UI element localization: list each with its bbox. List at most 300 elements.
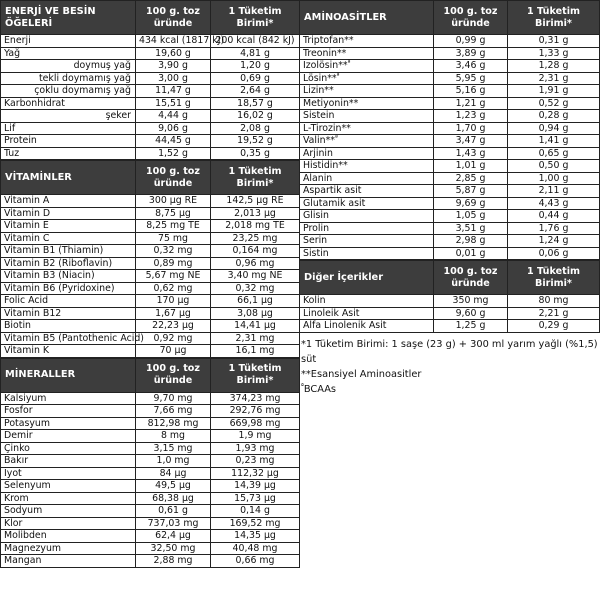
value-per100: 1,21 g xyxy=(434,97,508,110)
value-per100: 8 mg xyxy=(136,430,211,443)
value-serving: 374,23 mg xyxy=(211,392,300,405)
table-row xyxy=(1,467,300,480)
table-row xyxy=(300,235,600,248)
nutrient-name-text: Biotin xyxy=(4,320,31,332)
nutrient-name xyxy=(1,320,136,333)
value-serving: 0,14 g xyxy=(211,505,300,518)
table-row xyxy=(1,135,300,148)
table-row xyxy=(300,320,600,333)
value-per100: 1,23 g xyxy=(434,110,508,123)
value-serving: 1,24 g xyxy=(508,235,600,248)
value-serving: 14,35 µg xyxy=(211,530,300,543)
nutrient-name xyxy=(1,505,136,518)
nutrient-name-text: Lif xyxy=(4,122,16,134)
nutrient-name xyxy=(1,35,136,48)
vitamins-table xyxy=(0,160,300,358)
nutrient-name-text: Glutamik asit xyxy=(303,197,366,209)
nutrient-name-text: çoklu doymamış yağ xyxy=(34,85,131,97)
value-serving: 2,013 µg xyxy=(211,207,300,220)
nutrient-name xyxy=(1,147,136,160)
value-per100: 1,01 g xyxy=(434,160,508,173)
footnote-serving: *1 Tüketim Birimi: 1 saşe (23 g) + 300 ml yarım yağlı (%1,5) süt xyxy=(301,338,598,365)
value-per100: 434 kcal (1817 kJ) xyxy=(136,35,211,48)
table-row xyxy=(1,455,300,468)
nutrient-name xyxy=(1,282,136,295)
table-row xyxy=(300,122,600,135)
nutrient-name xyxy=(1,135,136,148)
table-row xyxy=(300,85,600,98)
value-serving: 66,1 µg xyxy=(211,295,300,308)
table-row xyxy=(1,47,300,60)
nutrient-name xyxy=(1,405,136,418)
nutrient-name xyxy=(1,417,136,430)
value-serving: 2,64 g xyxy=(211,85,300,98)
minerals-header-per100: 100 g. toz üründe xyxy=(136,358,211,392)
minerals-header-row xyxy=(1,358,300,392)
table-row xyxy=(1,405,300,418)
value-per100: 84 µg xyxy=(136,467,211,480)
table-row xyxy=(1,417,300,430)
value-per100: 3,46 g xyxy=(434,60,508,73)
nutrient-name xyxy=(1,245,136,258)
nutrient-name xyxy=(300,295,434,308)
nutrient-name xyxy=(1,517,136,530)
value-serving: 1,41 g xyxy=(508,135,600,148)
value-per100: 9,69 g xyxy=(434,197,508,210)
value-per100: 1,67 µg xyxy=(136,307,211,320)
minerals-header-title: MİNERALLER xyxy=(1,358,136,392)
table-row xyxy=(1,517,300,530)
nutrient-name xyxy=(1,85,136,98)
value-serving: 14,39 µg xyxy=(211,480,300,493)
value-per100: 7,66 mg xyxy=(136,405,211,418)
energy-table xyxy=(0,0,300,160)
table-row xyxy=(300,210,600,223)
value-serving: 0,164 mg xyxy=(211,245,300,258)
table-row xyxy=(1,72,300,85)
other-header-row xyxy=(300,261,600,295)
nutrient-name-text: Enerji xyxy=(4,35,31,47)
nutrient-name xyxy=(1,47,136,60)
nutrient-name-text: Fosfor xyxy=(4,405,33,417)
nutrient-name xyxy=(1,220,136,233)
nutrient-name xyxy=(1,332,144,345)
value-per100: 3,89 g xyxy=(434,47,508,60)
nutrient-name-text: Çinko xyxy=(4,442,30,454)
nutrient-name xyxy=(300,307,434,320)
value-per100: 75 mg xyxy=(136,232,211,245)
value-serving: 292,76 mg xyxy=(211,405,300,418)
nutrient-name xyxy=(1,270,136,283)
nutrient-name xyxy=(300,85,434,98)
value-serving: 2,21 g xyxy=(508,307,600,320)
value-serving: 15,73 µg xyxy=(211,492,300,505)
nutrient-name xyxy=(1,442,136,455)
other-header-serving: 1 Tüketim Birimi* xyxy=(508,261,600,295)
table-row xyxy=(1,430,300,443)
nutrient-name-text: Protein xyxy=(4,135,37,147)
value-serving: 80 mg xyxy=(508,295,600,308)
value-per100: 3,15 mg xyxy=(136,442,211,455)
nutrient-name-text: Vitamin B6 (Pyridoxine) xyxy=(4,282,115,294)
table-row xyxy=(300,35,600,48)
minerals-table xyxy=(0,358,300,568)
value-per100: 0,61 g xyxy=(136,505,211,518)
value-serving: 4,43 g xyxy=(508,197,600,210)
energy-header-per100: 100 g. toz üründe xyxy=(136,1,211,35)
nutrient-name-text: Vitamin B12 xyxy=(4,307,62,319)
table-row xyxy=(1,492,300,505)
nutrient-name xyxy=(300,72,434,85)
value-serving: 1,76 g xyxy=(508,222,600,235)
value-serving: 2,018 mg TE xyxy=(211,220,300,233)
nutrient-name-text: Vitamin D xyxy=(4,207,51,219)
table-row xyxy=(1,220,300,233)
energy-header-serving: 1 Tüketim Birimi* xyxy=(211,1,300,35)
nutrient-name-text: Demir xyxy=(4,430,33,442)
nutrient-name xyxy=(1,430,136,443)
value-per100: 1,25 g xyxy=(434,320,508,333)
table-row xyxy=(300,307,600,320)
table-row xyxy=(1,345,300,358)
nutrient-name-text: L-Tirozin** xyxy=(303,122,351,134)
table-row xyxy=(1,85,300,98)
nutrient-name-text: Prolin xyxy=(303,222,330,234)
vitamins-header-title: VİTAMİNLER xyxy=(1,161,136,195)
table-row xyxy=(1,122,300,135)
value-per100: 8,25 mg TE xyxy=(136,220,211,233)
value-serving: 0,06 g xyxy=(508,247,600,260)
footnote-bcaa xyxy=(301,382,599,397)
energy-header-row xyxy=(1,1,300,35)
vitamins-header-serving: 1 Tüketim Birimi* xyxy=(211,161,300,195)
nutrient-name-text: Vitamin B1 (Thiamin) xyxy=(4,245,104,257)
table-row xyxy=(1,530,300,543)
table-row xyxy=(300,197,600,210)
nutrient-name xyxy=(1,480,136,493)
nutrient-name-text: Kolin xyxy=(303,295,326,307)
value-per100: 3,47 g xyxy=(434,135,508,148)
value-serving: 0,32 mg xyxy=(211,282,300,295)
nutrient-name-text: Tuz xyxy=(4,147,20,159)
table-row xyxy=(300,247,600,260)
amino-header-serving: 1 Tüketim Birimi* xyxy=(508,1,600,35)
value-per100: 9,70 mg xyxy=(136,392,211,405)
amino-header-per100: 100 g. toz üründe xyxy=(434,1,508,35)
nutrient-name xyxy=(300,197,434,210)
nutrient-name xyxy=(300,210,434,223)
table-row xyxy=(1,245,300,258)
table-row xyxy=(1,282,300,295)
table-row xyxy=(300,147,600,160)
value-per100: 350 mg xyxy=(434,295,508,308)
value-per100: 9,06 g xyxy=(136,122,211,135)
value-serving: 0,96 mg xyxy=(211,257,300,270)
nutrient-name xyxy=(1,530,136,543)
value-serving: 1,28 g xyxy=(508,60,600,73)
value-serving: 0,66 mg xyxy=(211,555,300,568)
nutrient-name xyxy=(1,97,136,110)
nutrient-name-text: tekli doymamış yağ xyxy=(38,72,131,84)
nutrient-name-text: Vitamin B5 (Pantothenic Acid) xyxy=(4,332,144,344)
table-row xyxy=(300,97,600,110)
value-serving: 4,81 g xyxy=(211,47,300,60)
value-serving: 0,35 g xyxy=(211,147,300,160)
nutrient-name-text: Folic Acid xyxy=(4,295,49,307)
value-per100: 9,60 g xyxy=(434,307,508,320)
nutrient-name-text: Vitamin C xyxy=(4,232,50,244)
nutrient-name xyxy=(1,195,136,208)
nutrient-name xyxy=(1,60,136,73)
nutrient-name xyxy=(300,247,434,260)
nutrient-name-text: Selenyum xyxy=(4,480,51,492)
nutrient-name-text: Linoleik Asit xyxy=(303,307,360,319)
table-row xyxy=(300,72,600,85)
table-row xyxy=(1,542,300,555)
value-per100: 1,43 g xyxy=(434,147,508,160)
nutrient-name xyxy=(1,392,136,405)
value-per100: 737,03 mg xyxy=(136,517,211,530)
nutrient-name xyxy=(1,542,136,555)
table-row xyxy=(1,110,300,123)
table-row xyxy=(1,480,300,493)
table-row xyxy=(1,232,300,245)
value-per100: 5,67 mg NE xyxy=(136,270,211,283)
nutrient-name xyxy=(1,110,136,123)
table-row xyxy=(1,320,300,333)
value-per100: 2,98 g xyxy=(434,235,508,248)
value-per100: 49,5 µg xyxy=(136,480,211,493)
table-row xyxy=(1,97,300,110)
table-row xyxy=(1,270,300,283)
nutrient-name xyxy=(300,320,434,333)
table-row xyxy=(300,110,600,123)
nutrient-name xyxy=(1,492,136,505)
energy-header-title: ENERJİ VE BESİN ÖĞELERİ xyxy=(1,1,136,35)
nutrient-name xyxy=(300,172,434,185)
table-row xyxy=(300,222,600,235)
value-serving: 2,31 g xyxy=(508,72,600,85)
value-per100: 1,70 g xyxy=(434,122,508,135)
nutrient-name-text: Karbonhidrat xyxy=(4,97,65,109)
value-serving: 142,5 µg RE xyxy=(211,195,300,208)
table-row xyxy=(1,35,300,48)
value-serving: 0,44 g xyxy=(508,210,600,223)
table-row xyxy=(300,60,600,73)
nutrient-name-text: Klor xyxy=(4,517,23,529)
nutrient-name-text: Sistein xyxy=(303,110,335,122)
nutrient-name xyxy=(300,147,434,160)
nutrient-name-text: Vitamin K xyxy=(4,345,50,357)
value-per100: 170 µg xyxy=(136,295,211,308)
value-per100: 5,87 g xyxy=(434,185,508,198)
value-per100: 32,50 mg xyxy=(136,542,211,555)
nutrient-name xyxy=(1,207,136,220)
nutrient-name xyxy=(1,122,136,135)
value-serving: 0,50 g xyxy=(508,160,600,173)
value-per100: 2,85 g xyxy=(434,172,508,185)
value-serving: 16,02 g xyxy=(211,110,300,123)
nutrient-name xyxy=(1,257,136,270)
nutrient-name xyxy=(1,345,136,358)
value-serving: 0,29 g xyxy=(508,320,600,333)
value-serving: 2,08 g xyxy=(211,122,300,135)
value-serving: 0,65 g xyxy=(508,147,600,160)
nutrient-name-text: Vitamin A xyxy=(4,195,50,207)
nutrient-name-text: Kalsiyum xyxy=(4,392,47,404)
value-serving: 2,31 mg xyxy=(211,332,300,345)
nutrient-name-text: Aspartik asit xyxy=(303,185,362,197)
value-serving: 23,25 mg xyxy=(211,232,300,245)
other-table xyxy=(299,260,600,333)
nutrient-name xyxy=(1,467,136,480)
bcaa-mark: ª xyxy=(334,134,338,142)
value-serving: 0,31 g xyxy=(508,35,600,48)
value-per100: 0,01 g xyxy=(434,247,508,260)
nutrient-name-text: Mangan xyxy=(4,555,42,567)
value-serving: 3,08 µg xyxy=(211,307,300,320)
nutrient-name xyxy=(300,135,434,148)
nutrient-name xyxy=(300,160,434,173)
value-serving: 1,93 mg xyxy=(211,442,300,455)
nutrient-name-text: Serin xyxy=(303,235,328,247)
table-row xyxy=(1,257,300,270)
value-per100: 2,88 mg xyxy=(136,555,211,568)
nutrient-name-text: şeker xyxy=(105,110,131,122)
nutrient-name xyxy=(300,110,434,123)
nutrient-name-text: Arjinin xyxy=(303,147,333,159)
value-serving: 14,41 µg xyxy=(211,320,300,333)
value-per100: 3,00 g xyxy=(136,72,211,85)
table-row xyxy=(1,195,300,208)
value-serving: 1,00 g xyxy=(508,172,600,185)
nutrient-name-text: Yağ xyxy=(4,47,21,59)
nutrient-name xyxy=(300,35,434,48)
amino-header-row xyxy=(300,1,600,35)
nutrient-name xyxy=(1,555,136,568)
footnote-essential: **Esansiyel Aminoasitler xyxy=(301,368,422,380)
value-per100: 3,90 g xyxy=(136,60,211,73)
nutrient-name xyxy=(1,455,136,468)
nutrient-name xyxy=(300,222,434,235)
nutrient-name xyxy=(1,72,136,85)
value-per100: 0,62 mg xyxy=(136,282,211,295)
nutrient-name-text: Metiyonin** xyxy=(303,97,359,109)
other-header-title: Diğer İçerikler xyxy=(300,261,434,295)
value-per100: 62,4 µg xyxy=(136,530,211,543)
table-row xyxy=(1,147,300,160)
nutrient-name-text: Vitamin B2 (Riboflavin) xyxy=(4,257,113,269)
nutrient-name xyxy=(1,232,136,245)
value-serving: 3,40 mg NE xyxy=(211,270,300,283)
nutrient-name-text: Glisin xyxy=(303,210,329,222)
value-serving: 169,52 mg xyxy=(211,517,300,530)
amino-table xyxy=(299,0,600,260)
value-serving: 19,52 g xyxy=(211,135,300,148)
nutrient-name xyxy=(300,235,434,248)
nutrient-name-text: Triptofan** xyxy=(303,35,354,47)
table-row xyxy=(1,207,300,220)
nutrient-name-text: Treonin** xyxy=(303,47,347,59)
nutrient-name-text: Histidin** xyxy=(303,160,348,172)
value-per100: 68,38 µg xyxy=(136,492,211,505)
value-serving: 18,57 g xyxy=(211,97,300,110)
table-row xyxy=(300,160,600,173)
nutrient-name-text: İyot xyxy=(4,467,22,479)
value-per100: 812,98 mg xyxy=(136,417,211,430)
value-per100: 70 µg xyxy=(136,345,211,358)
value-per100: 0,32 mg xyxy=(136,245,211,258)
nutrient-name xyxy=(300,185,434,198)
value-per100: 22,23 µg xyxy=(136,320,211,333)
nutrient-name-text: Magnezyum xyxy=(4,542,62,554)
value-per100: 1,05 g xyxy=(434,210,508,223)
table-row xyxy=(300,295,600,308)
value-serving: 1,20 g xyxy=(211,60,300,73)
value-serving: 1,91 g xyxy=(508,85,600,98)
nutrient-name-text: Bakır xyxy=(4,455,29,467)
bcaa-mark: ª xyxy=(301,382,304,390)
value-per100: 44,45 g xyxy=(136,135,211,148)
nutrient-name-text: Alfa Linolenik Asit xyxy=(303,320,387,332)
value-per100: 3,51 g xyxy=(434,222,508,235)
value-serving: 16,1 mg xyxy=(211,345,300,358)
footnote-bcaa-text: BCAAs xyxy=(303,383,336,395)
table-row xyxy=(1,442,300,455)
nutrient-name xyxy=(300,47,434,60)
value-serving: 200 kcal (842 kJ) xyxy=(211,35,300,48)
nutrient-name xyxy=(1,307,136,320)
nutrient-name xyxy=(300,97,434,110)
value-per100: 0,92 mg xyxy=(136,332,211,345)
table-row xyxy=(1,505,300,518)
nutrient-name-text: İzolösin** xyxy=(303,60,348,72)
value-per100: 15,51 g xyxy=(136,97,211,110)
value-serving: 0,23 mg xyxy=(211,455,300,468)
amino-header-title: AMİNOASİTLER xyxy=(300,1,434,35)
nutrient-name-text: Valin** xyxy=(303,135,335,147)
value-serving: 1,33 g xyxy=(508,47,600,60)
value-serving: 2,11 g xyxy=(508,185,600,198)
value-serving: 1,9 mg xyxy=(211,430,300,443)
nutrient-name-text: Krom xyxy=(4,492,29,504)
nutrient-name xyxy=(300,122,434,135)
table-row xyxy=(1,60,300,73)
nutrient-name xyxy=(1,295,136,308)
value-per100: 11,47 g xyxy=(136,85,211,98)
table-row xyxy=(1,555,300,568)
table-row xyxy=(1,295,300,308)
right-column xyxy=(299,0,599,397)
nutrient-name-text: Sodyum xyxy=(4,505,43,517)
table-row xyxy=(300,185,600,198)
value-per100: 5,16 g xyxy=(434,85,508,98)
value-serving: 112,32 µg xyxy=(211,467,300,480)
table-row xyxy=(300,135,600,148)
minerals-header-serving: 1 Tüketim Birimi* xyxy=(211,358,300,392)
nutrient-name-text: Sistin xyxy=(303,247,329,259)
nutrient-name-text: Lösin** xyxy=(303,72,337,84)
value-per100: 300 µg RE xyxy=(136,195,211,208)
nutrient-name-text: Lizin** xyxy=(303,85,334,97)
value-per100: 19,60 g xyxy=(136,47,211,60)
table-row xyxy=(1,307,300,320)
other-header-per100: 100 g. toz üründe xyxy=(434,261,508,295)
value-per100: 8,75 µg xyxy=(136,207,211,220)
table-row xyxy=(300,172,600,185)
value-serving: 0,94 g xyxy=(508,122,600,135)
footnotes xyxy=(299,337,599,397)
